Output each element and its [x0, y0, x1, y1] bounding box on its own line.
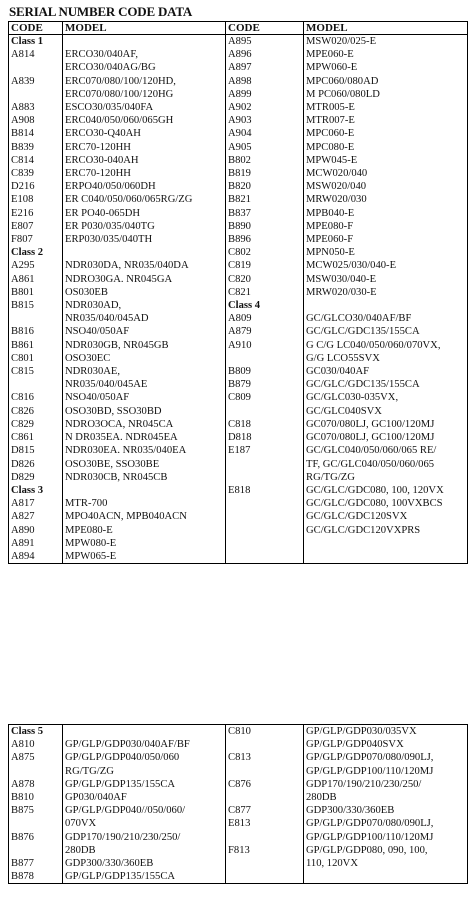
model-cell: GDP170/190/210/230/250/	[63, 831, 226, 844]
model-cell: NDR030CB, NR045CB	[63, 471, 226, 484]
code-cell	[226, 497, 304, 510]
code-cell: B814	[9, 127, 63, 140]
serial-code-table-1	[8, 21, 468, 564]
code-cell: B816	[9, 325, 63, 338]
code-cell: C816	[9, 391, 63, 404]
code-cell: C815	[9, 365, 63, 378]
code-cell: B810	[9, 791, 63, 804]
table-row	[9, 471, 468, 484]
code-cell: B819	[226, 167, 304, 180]
model-cell: 070VX	[63, 817, 226, 830]
table-row	[9, 817, 468, 830]
model-cell: M PC060/080LD	[304, 88, 468, 101]
table-row	[9, 870, 468, 884]
code-cell: C861	[9, 431, 63, 444]
table-row	[9, 550, 468, 564]
table-row	[9, 391, 468, 404]
table-row	[9, 259, 468, 272]
model-cell: ERCO30/040AF,	[63, 48, 226, 61]
code-cell: C877	[226, 804, 304, 817]
code-cell: E818	[226, 484, 304, 497]
model-cell: MPE080-F	[304, 220, 468, 233]
code-cell: A879	[226, 325, 304, 338]
code-cell: C810	[226, 725, 304, 739]
model-cell: MPW060-E	[304, 61, 468, 74]
table-row	[9, 365, 468, 378]
model-cell: GC030/040AF	[304, 365, 468, 378]
code-cell: B877	[9, 857, 63, 870]
code-cell: C802	[226, 246, 304, 259]
model-cell: MPW080-E	[63, 537, 226, 550]
code-cell: B801	[9, 286, 63, 299]
model-cell: ER P030/035/040TG	[63, 220, 226, 233]
code-cell: B876	[9, 831, 63, 844]
table-row	[9, 431, 468, 444]
code-cell: B875	[9, 804, 63, 817]
code-cell	[226, 510, 304, 523]
code-cell	[9, 88, 63, 101]
code-cell	[226, 857, 304, 870]
table-row	[9, 765, 468, 778]
model-cell: TF, GC/GLC040/050/060/065	[304, 458, 468, 471]
code-cell: B809	[226, 365, 304, 378]
code-cell	[226, 791, 304, 804]
model-cell: MTR-700	[63, 497, 226, 510]
model-cell: GP/GLP/GDP100/110/120MJ	[304, 765, 468, 778]
model-cell	[63, 35, 226, 49]
table-row	[9, 339, 468, 352]
code-cell: C801	[9, 352, 63, 365]
model-cell	[63, 725, 226, 739]
code-cell: A861	[9, 273, 63, 286]
code-cell	[9, 817, 63, 830]
model-cell: ERC040/050/060/065GH	[63, 114, 226, 127]
code-cell: E187	[226, 444, 304, 457]
model-cell: RG/TG/ZG	[304, 471, 468, 484]
model-cell: OSO30BE, SSO30BE	[63, 458, 226, 471]
page-title: SERIAL NUMBER CODE DATA	[9, 4, 193, 19]
code-cell: C826	[9, 405, 63, 418]
table-row	[9, 61, 468, 74]
model-cell: NSO40/050AF	[63, 325, 226, 338]
code-cell: A810	[9, 738, 63, 751]
code-cell	[226, 738, 304, 751]
model-cell: GC/GLC/GDC120VXPRS	[304, 524, 468, 537]
model-cell: NR035/040/045AE	[63, 378, 226, 391]
model-cell: NDR030GB, NR045GB	[63, 339, 226, 352]
model-cell: MRW020/030	[304, 193, 468, 206]
code-cell: A905	[226, 141, 304, 154]
table-row	[9, 844, 468, 857]
model-cell: MCW025/030/040-E	[304, 259, 468, 272]
model-cell: ERP030/035/040TH	[63, 233, 226, 246]
table-row	[9, 510, 468, 523]
model-cell: NSO40/050AF	[63, 391, 226, 404]
model-cell: MPE080-E	[63, 524, 226, 537]
table-row	[9, 167, 468, 180]
model-cell: GC/GLC/GDC135/155CA	[304, 325, 468, 338]
code-cell: A295	[9, 259, 63, 272]
model-cell	[304, 870, 468, 884]
code-cell	[226, 550, 304, 564]
code-cell: C839	[9, 167, 63, 180]
model-cell: ERCO30-Q40AH	[63, 127, 226, 140]
model-cell: ESCO30/035/040FA	[63, 101, 226, 114]
model-cell: NR035/040/045AD	[63, 312, 226, 325]
model-cell: OSO30EC	[63, 352, 226, 365]
model-cell: ERCO30/040AG/BG	[63, 61, 226, 74]
code-cell: B839	[9, 141, 63, 154]
code-cell: A875	[9, 751, 63, 764]
code-cell: A895	[226, 35, 304, 49]
code-cell: A896	[226, 48, 304, 61]
code-cell: C820	[226, 273, 304, 286]
code-cell: B802	[226, 154, 304, 167]
code-cell: A890	[9, 524, 63, 537]
model-cell: 110, 120VX	[304, 857, 468, 870]
code-cell	[226, 524, 304, 537]
code-cell: E807	[9, 220, 63, 233]
model-cell: ERC070/080/100/120HG	[63, 88, 226, 101]
code-cell: D826	[9, 458, 63, 471]
table-row	[9, 524, 468, 537]
model-cell: MPW045-E	[304, 154, 468, 167]
model-cell: NDRO3OCA, NR045CA	[63, 418, 226, 431]
model-cell: MPO40ACN, MPB040ACN	[63, 510, 226, 523]
table-row	[9, 88, 468, 101]
table-row	[9, 233, 468, 246]
model-cell: GC/GLC040SVX	[304, 405, 468, 418]
table-row	[9, 207, 468, 220]
model-cell: GP/GLP/GDP040/050/060	[63, 751, 226, 764]
code-cell: B861	[9, 339, 63, 352]
model-cell: ERCO30-040AH	[63, 154, 226, 167]
model-cell: GC/GLC/GDC080, 100VXBCS	[304, 497, 468, 510]
model-cell: MCW020/040	[304, 167, 468, 180]
code-cell	[226, 458, 304, 471]
table-row	[9, 857, 468, 870]
table-row	[9, 751, 468, 764]
code-cell	[9, 61, 63, 74]
model-cell: MTR007-E	[304, 114, 468, 127]
table-row	[9, 325, 468, 338]
model-cell: GC/GLC/GDC120SVX	[304, 510, 468, 523]
code-cell: A898	[226, 75, 304, 88]
table-row	[9, 352, 468, 365]
model-cell: GP/GLP/GDP100/110/120MJ	[304, 831, 468, 844]
model-cell: NDR030AD,	[63, 299, 226, 312]
code-cell: C809	[226, 391, 304, 404]
code-cell	[226, 471, 304, 484]
code-cell: A814	[9, 48, 63, 61]
table-row	[9, 180, 468, 193]
table-row	[9, 101, 468, 114]
model-cell: MSW020/040	[304, 180, 468, 193]
table-row	[9, 497, 468, 510]
model-cell: 280DB	[63, 844, 226, 857]
table-row	[9, 193, 468, 206]
code-cell: A809	[226, 312, 304, 325]
code-cell: A891	[9, 537, 63, 550]
code-cell: A903	[226, 114, 304, 127]
model-cell: GC/GLC/GDC135/155CA	[304, 378, 468, 391]
header-code: CODE	[226, 22, 304, 35]
code-cell: A899	[226, 88, 304, 101]
code-cell: A908	[9, 114, 63, 127]
code-cell: A827	[9, 510, 63, 523]
model-cell: GP/GLP/GDP030/035VX	[304, 725, 468, 739]
code-cell: F807	[9, 233, 63, 246]
table-row	[9, 286, 468, 299]
model-cell: MPC080-E	[304, 141, 468, 154]
code-cell: E813	[226, 817, 304, 830]
model-cell: G C/G LC040/050/060/070VX,	[304, 339, 468, 352]
model-cell: GC070/080LJ, GC100/120MJ	[304, 418, 468, 431]
code-cell: D818	[226, 431, 304, 444]
code-cell	[226, 831, 304, 844]
class-heading: Class 4	[226, 299, 304, 312]
table-row	[9, 831, 468, 844]
code-cell: D815	[9, 444, 63, 457]
model-cell: GP/GLP/GDP070/080/090LJ,	[304, 817, 468, 830]
model-cell: MRW020/030-E	[304, 286, 468, 299]
table-row	[9, 537, 468, 550]
model-cell: MPE060-E	[304, 48, 468, 61]
table-row	[9, 127, 468, 140]
table-row	[9, 246, 468, 259]
table-row	[9, 299, 468, 312]
model-cell	[304, 299, 468, 312]
code-cell: C818	[226, 418, 304, 431]
model-cell	[63, 246, 226, 259]
code-cell: B896	[226, 233, 304, 246]
code-cell: B890	[226, 220, 304, 233]
code-cell: A839	[9, 75, 63, 88]
code-cell	[9, 378, 63, 391]
code-cell: C821	[226, 286, 304, 299]
model-cell: GP/GLP/GDP040SVX	[304, 738, 468, 751]
model-cell: NDR030DA, NR035/040DA	[63, 259, 226, 272]
table-header-row	[9, 22, 468, 35]
model-cell: GC/GLC030-035VX,	[304, 391, 468, 404]
class-heading: Class 3	[9, 484, 63, 497]
model-cell: MPC060/080AD	[304, 75, 468, 88]
code-cell: B879	[226, 378, 304, 391]
model-cell: GP/GLP/GDP080, 090, 100,	[304, 844, 468, 857]
code-cell: D216	[9, 180, 63, 193]
table-row	[9, 48, 468, 61]
table-row	[9, 778, 468, 791]
code-cell: A897	[226, 61, 304, 74]
code-cell: E216	[9, 207, 63, 220]
model-cell: MTR005-E	[304, 101, 468, 114]
model-cell: MPW065-E	[63, 550, 226, 564]
model-cell: 280DB	[304, 791, 468, 804]
model-cell: ERPO40/050/060DH	[63, 180, 226, 193]
model-cell: GP/GLP/GDP135/155CA	[63, 870, 226, 884]
code-cell: C813	[226, 751, 304, 764]
table-row	[9, 738, 468, 751]
table-row	[9, 378, 468, 391]
code-cell	[226, 405, 304, 418]
model-cell: GC/GLC/GDC080, 100, 120VX	[304, 484, 468, 497]
model-cell: ERC70-120HH	[63, 167, 226, 180]
code-cell: B820	[226, 180, 304, 193]
table-row	[9, 458, 468, 471]
code-cell: A902	[226, 101, 304, 114]
table-row	[9, 725, 468, 739]
model-cell: N DR035EA. NDR045EA	[63, 431, 226, 444]
class-heading: Class 2	[9, 246, 63, 259]
code-cell: F813	[226, 844, 304, 857]
model-cell	[304, 537, 468, 550]
code-cell	[9, 844, 63, 857]
model-cell: RG/TG/ZG	[63, 765, 226, 778]
model-cell: MPB040-E	[304, 207, 468, 220]
model-cell: MPE060-F	[304, 233, 468, 246]
code-cell: B815	[9, 299, 63, 312]
code-cell: A904	[226, 127, 304, 140]
model-cell: GP/GLP/GDP070/080/090LJ,	[304, 751, 468, 764]
model-cell: ER PO40-065DH	[63, 207, 226, 220]
code-cell	[9, 765, 63, 778]
model-cell: NDR030EA. NR035/040EA	[63, 444, 226, 457]
code-cell: C819	[226, 259, 304, 272]
model-cell: GP/GLP/GDP040//050/060/	[63, 804, 226, 817]
header-model: MODEL	[63, 22, 226, 35]
table-row	[9, 418, 468, 431]
code-cell	[226, 537, 304, 550]
model-cell: ERC070/080/100/120HD,	[63, 75, 226, 88]
model-cell: GP/GLP/GDP030/040AF/BF	[63, 738, 226, 751]
code-cell	[226, 352, 304, 365]
table-row	[9, 444, 468, 457]
model-cell	[304, 550, 468, 564]
table-row	[9, 273, 468, 286]
code-cell: C814	[9, 154, 63, 167]
code-cell	[9, 312, 63, 325]
table-row	[9, 154, 468, 167]
model-cell: GC070/080LJ, GC100/120MJ	[304, 431, 468, 444]
code-cell: B878	[9, 870, 63, 884]
code-cell: B837	[226, 207, 304, 220]
model-cell	[63, 484, 226, 497]
model-cell: GP030/040AF	[63, 791, 226, 804]
table-row	[9, 791, 468, 804]
class-heading: Class 1	[9, 35, 63, 49]
table-row	[9, 312, 468, 325]
class-heading: Class 5	[9, 725, 63, 739]
table-row	[9, 114, 468, 127]
table-row	[9, 75, 468, 88]
model-cell: MSW020/025-E	[304, 35, 468, 49]
model-cell: OS030EB	[63, 286, 226, 299]
table-row	[9, 804, 468, 817]
model-cell: NDRO30GA. NR045GA	[63, 273, 226, 286]
code-cell: A883	[9, 101, 63, 114]
model-cell: MPN050-E	[304, 246, 468, 259]
model-cell: NDR030AE,	[63, 365, 226, 378]
code-cell: A894	[9, 550, 63, 564]
model-cell: MPC060-E	[304, 127, 468, 140]
table-row	[9, 141, 468, 154]
model-cell: GP/GLP/GDP135/155CA	[63, 778, 226, 791]
model-cell: ERC70-120HH	[63, 141, 226, 154]
code-cell: A817	[9, 497, 63, 510]
code-cell: C829	[9, 418, 63, 431]
model-cell: GC/GLC040/050/060/065 RE/	[304, 444, 468, 457]
model-cell: MSW030/040-E	[304, 273, 468, 286]
model-cell: OSO30BD, SSO30BD	[63, 405, 226, 418]
model-cell: GDP300/330/360EB	[63, 857, 226, 870]
table-row	[9, 220, 468, 233]
table-row	[9, 35, 468, 49]
header-model: MODEL	[304, 22, 468, 35]
model-cell: ER C040/050/060/065RG/ZG	[63, 193, 226, 206]
code-cell: A910	[226, 339, 304, 352]
code-cell: B821	[226, 193, 304, 206]
code-cell: A878	[9, 778, 63, 791]
model-cell: GC/GLCO30/040AF/BF	[304, 312, 468, 325]
model-cell: G/G LCO55SVX	[304, 352, 468, 365]
model-cell: GDP300/330/360EB	[304, 804, 468, 817]
model-cell: GDP170/190/210/230/250/	[304, 778, 468, 791]
table-row	[9, 484, 468, 497]
table-row	[9, 405, 468, 418]
code-cell: E108	[9, 193, 63, 206]
header-code: CODE	[9, 22, 63, 35]
code-cell: C876	[226, 778, 304, 791]
code-cell: D829	[9, 471, 63, 484]
code-cell	[226, 870, 304, 884]
serial-code-table-2	[8, 724, 468, 884]
code-cell	[226, 765, 304, 778]
